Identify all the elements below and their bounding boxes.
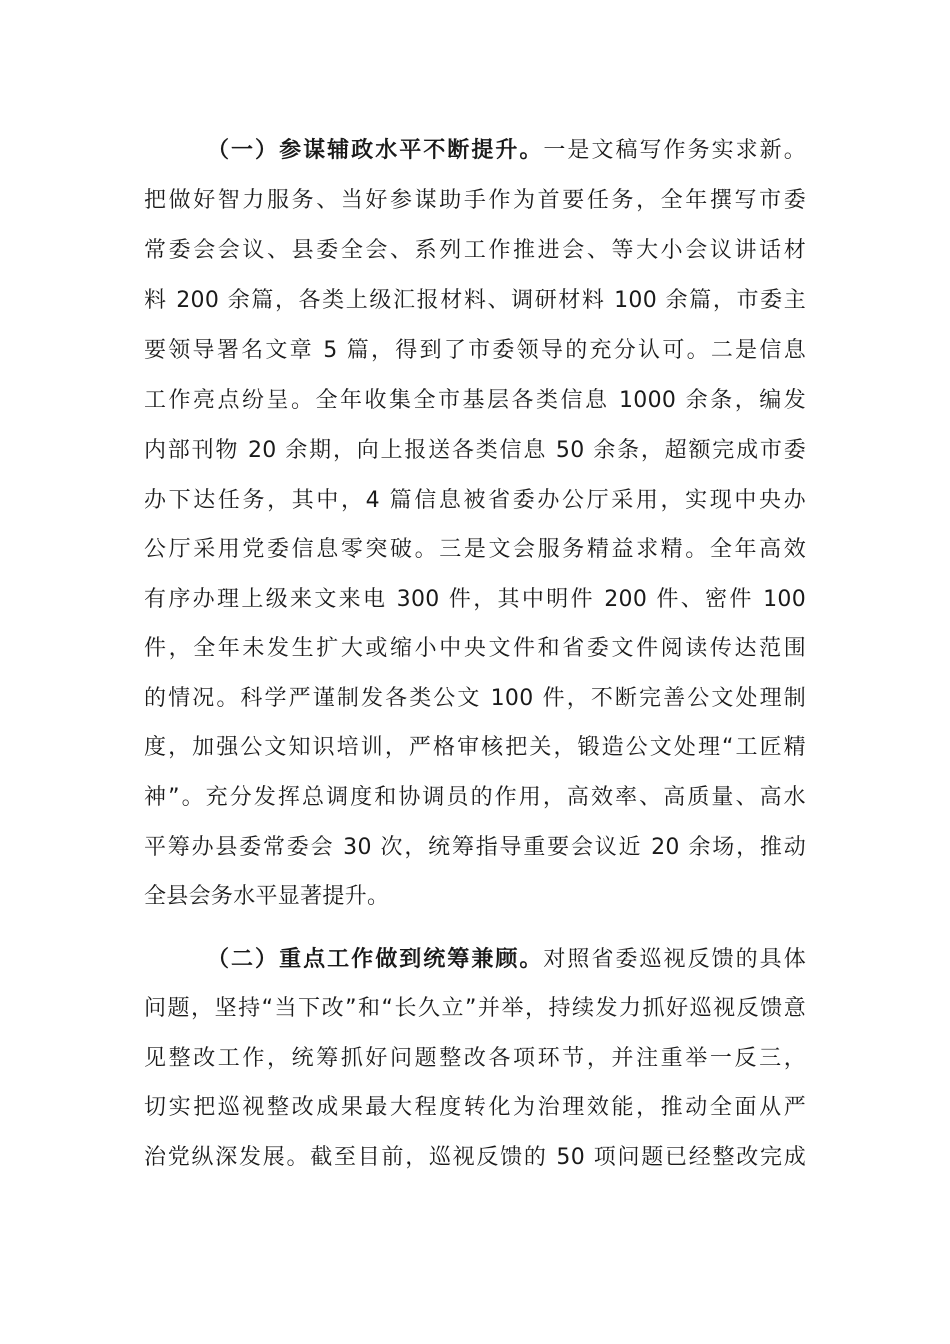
paragraph-1-line-3: 常委会会议、县委全会、系列工作推进会、等大小会议讲话材: [144, 238, 806, 263]
paragraph-1-line-6: 工作亮点纷呈。全年收集全市基层各类信息 1000 余条，编发: [144, 388, 806, 413]
paragraph-1-line-14: 神”。充分发挥总调度和协调员的作用，高效率、高质量、高水: [144, 785, 806, 810]
paragraph-1-line-2: 把做好智力服务、当好参谋助手作为首要任务，全年撰写市委: [144, 188, 806, 213]
paragraph-1-line-10: 有序办理上级来文来电 300 件，其中明件 200 件、密件 100: [144, 587, 806, 612]
paragraph-1-line-7: 内部刊物 20 余期，向上报送各类信息 50 余条，超额完成市委: [144, 438, 806, 463]
paragraph-1-line-9: 公厅采用党委信息零突破。三是文会服务精益求精。全年高效: [144, 537, 806, 562]
paragraph-2-line-1: [207, 940, 806, 980]
paragraph-1-line-13: 度，加强公文知识培训，严格审核把关，锻造公文处理“工匠精: [144, 735, 806, 760]
paragraph-2-line-4: 切实把巡视整改成果最大程度转化为治理效能，推动全面从严: [144, 1095, 806, 1120]
paragraph-1-line-15: 平筹办县委常委会 30 次，统筹指导重要会议近 20 余场，推动: [144, 835, 806, 860]
paragraph-1-line-8: 办下达任务，其中，4 篇信息被省委办公厅采用，实现中央办: [144, 488, 806, 513]
paragraph-2-line-1-text: 对照省委巡视反馈的具体: [543, 947, 806, 972]
paragraph-2-heading: （二）重点工作做到统筹兼顾。: [207, 947, 544, 972]
paragraph-2-line-3: 见整改工作，统筹抓好问题整改各项环节，并注重举一反三，: [144, 1046, 806, 1071]
paragraph-1-line-1: [207, 131, 806, 171]
paragraph-1-heading: （一）参谋辅政水平不断提升。: [207, 138, 544, 163]
paragraph-1-line-4: 料 200 余篇，各类上级汇报材料、调研材料 100 余篇，市委主: [144, 288, 806, 313]
paragraph-1-line-5: 要领导署名文章 5 篇，得到了市委领导的充分认可。二是信息: [144, 338, 806, 363]
paragraph-1-line-11: 件，全年未发生扩大或缩小中央文件和省委文件阅读传达范围: [144, 636, 806, 661]
paragraph-2-line-5: 治党纵深发展。截至目前，巡视反馈的 50 项问题已经整改完成: [144, 1145, 806, 1170]
paragraph-1-line-1-text: 一是文稿写作务实求新。: [543, 138, 806, 163]
paragraph-1-line-12: 的情况。科学严谨制发各类公文 100 件，不断完善公文处理制: [144, 686, 806, 711]
paragraph-1-line-16: 全县会务水平显著提升。: [144, 884, 390, 909]
paragraph-2-line-2: 问题，坚持“当下改”和“长久立”并举，持续发力抓好巡视反馈意: [144, 996, 806, 1021]
